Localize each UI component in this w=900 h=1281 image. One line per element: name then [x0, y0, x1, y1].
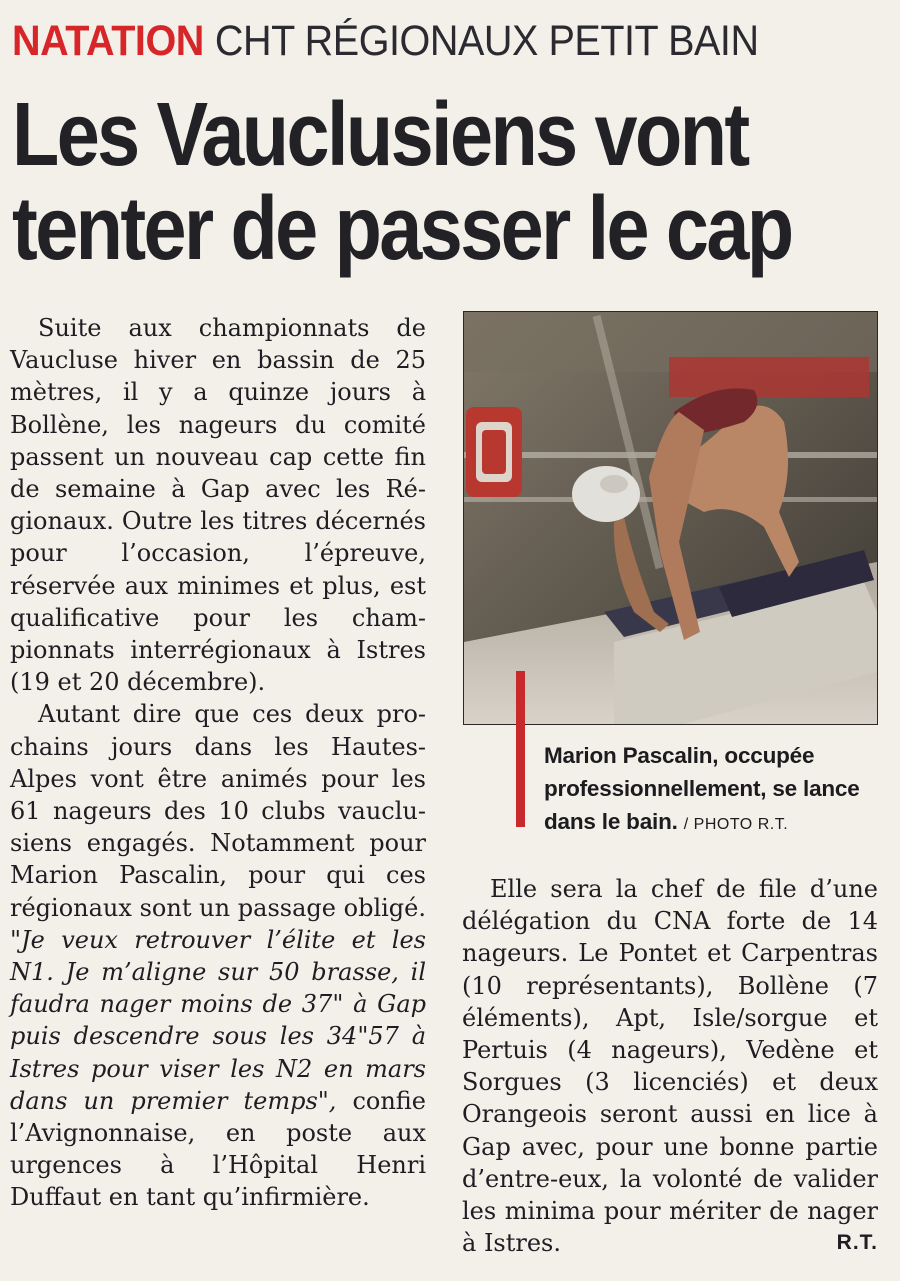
article-paragraph-3: [462, 873, 878, 1259]
headline-line-2: tenter de passer le cap: [12, 179, 792, 279]
author-signature: R.T.: [836, 1231, 878, 1255]
article-kicker: [12, 10, 822, 72]
kicker-sport: NATATION: [12, 17, 204, 65]
paragraph-3-text: Elle sera la chef de file d’une délégation du CNA forte de 14 nageurs. Le Pontet et Carpentras (10 représentants), Bollène (7 éléments), Apt, Isle/sorgue et Pertuis (4 nageurs), Vedène et Sorgues (3 licenciés) et deux Orangeois seront aussi en lice à Gap avec, pour une bonne partie d’entre-eux, la volonté de valider les minima pour mériter de nager à Istres.: [462, 875, 878, 1258]
caption-accent-bar: [516, 671, 525, 827]
athlete-quote: "Je veux retrouver l’élite et les N1. Je m’aligne sur 50 brasse, il faudra nager moins de 37" à Gap puis descendre sous les 34"57 à Istres pour viser les N2 en mars dans un premier temps",: [10, 925, 426, 1115]
paragraph-2-intro: Autant dire que ces deux prochains jours dans les Hautes-Alpes vont être animés pour les 61 nageurs des 10 clubs vauclusiens engagés. Notamment pour Marion Pascalin, pour qui ces régionaux sont un passage obligé.: [10, 700, 426, 922]
photo-caption-text: Marion Pascalin, occupée professionnellement, se lance dans le bain.: [544, 743, 860, 834]
article-photo: [463, 311, 878, 725]
article-paragraph-1: Suite aux championnats de Vaucluse hiver en bassin de 25 mètres, il y a quinze jours à Bollène, les nageurs du comité passent un nouveau cap cette fin de semaine à Gap avec les Régionaux. Outre les titres décernés pour l’occasion, l’épreuve, réservée aux minimes et plus, est qualificative pour les championnats interrégionaux à Istres (19 et 20 décembre).: [10, 314, 426, 697]
article-headline: [12, 85, 872, 279]
photo-caption: [544, 739, 889, 841]
article-column-right: [462, 873, 878, 1259]
paragraph-2-outro: confie l’Avignonnaise, en poste aux urgences à l’Hôpital Henri Duffaut en tant qu’infirmière.: [10, 1086, 426, 1212]
kicker-event: CHT RÉGIONAUX PETIT BAIN: [214, 17, 759, 65]
article-column-left: [10, 312, 426, 1214]
swimmer-photo-illustration: [464, 312, 877, 724]
headline-line-1: Les Vauclusiens vont: [12, 85, 748, 185]
photo-credit: / PHOTO R.T.: [683, 816, 789, 833]
article-paragraph-2: [10, 698, 426, 1213]
